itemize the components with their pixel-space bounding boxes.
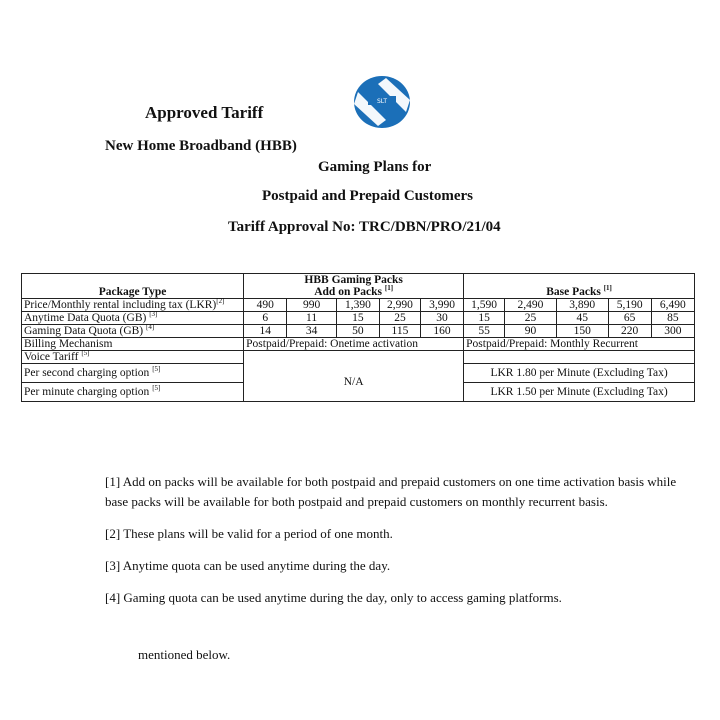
gaming-addon-1: 14 [244, 325, 287, 338]
price-label-text: Price/Monthly rental including tax (LKR) [24, 299, 217, 311]
price-addon-1: 490 [244, 299, 287, 312]
footnote-3 [105, 556, 680, 576]
mentioned-below: mentioned below. [138, 647, 231, 662]
anytime-addon-5: 30 [420, 312, 463, 325]
footnote-2-text: These plans will be valid for a period of one month. [123, 526, 393, 541]
na-cell: N/A [244, 364, 464, 402]
approval-number [228, 219, 501, 236]
footnote-4 [105, 588, 680, 608]
gaming-label-text: Gaming Data Quota (GB) [24, 325, 144, 337]
price-ref: [2] [216, 297, 225, 306]
footnotes [105, 472, 680, 620]
price-row [22, 299, 695, 312]
footnote-4-text: Gaming quota can be used anytime during the day, only to access gaming platforms. [123, 590, 562, 605]
billing-base: Postpaid/Prepaid: Monthly Recurrent [464, 338, 695, 351]
base-ref: [1] [603, 284, 612, 293]
addon-header [244, 274, 464, 299]
price-addon-4: 2,990 [379, 299, 420, 312]
gaming-plans-title: Gaming Plans for [318, 159, 432, 175]
footnote-1-text: Add on packs will be available for both postpaid and prepaid customers on one time activation basis while base packs will be available for both postpaid and prepaid customers on monthly recurrent basis. [105, 474, 677, 509]
slt-logo [352, 74, 412, 130]
per-minute-ref: [5] [152, 384, 161, 393]
gaming-addon-3: 50 [336, 325, 379, 338]
group-title: HBB Gaming Packs [304, 274, 403, 286]
price-base-2: 2,490 [505, 299, 557, 312]
per-second-ref: [5] [152, 365, 161, 374]
price-base-4: 5,190 [608, 299, 651, 312]
gaming-base-3: 150 [556, 325, 608, 338]
per-second-value: LKR 1.80 per Minute (Excluding Tax) [464, 364, 695, 383]
footnote-2-num: [2] [105, 526, 121, 541]
voice-row [22, 351, 695, 364]
base-header [464, 274, 695, 299]
footnote-1 [105, 472, 680, 512]
approval-label: Tariff Approval No: [228, 219, 359, 235]
approved-tariff-heading: Approved Tariff [145, 103, 264, 122]
per-minute-label [22, 383, 244, 402]
price-label [22, 299, 244, 312]
anytime-base-3: 45 [556, 312, 608, 325]
footnote-4-num: [4] [105, 590, 121, 605]
anytime-base-2: 25 [505, 312, 557, 325]
footnote-2 [105, 524, 680, 544]
package-type-header: Package Type [22, 274, 244, 299]
billing-addon: Postpaid/Prepaid: Onetime activation [244, 338, 464, 351]
gaming-addon-5: 160 [420, 325, 463, 338]
per-minute-value: LKR 1.50 per Minute (Excluding Tax) [464, 383, 695, 402]
header-row [22, 274, 695, 299]
price-addon-3: 1,390 [336, 299, 379, 312]
gaming-addon-2: 34 [287, 325, 337, 338]
customers-title: Postpaid and Prepaid Customers [262, 188, 473, 204]
tariff-table [21, 273, 695, 402]
anytime-label [22, 312, 244, 325]
per-second-label-text: Per second charging option [24, 367, 150, 379]
approval-value: TRC/DBN/PRO/21/04 [359, 219, 501, 235]
anytime-addon-3: 15 [336, 312, 379, 325]
price-addon-5: 3,990 [420, 299, 463, 312]
voice-base-blank [464, 351, 695, 364]
billing-label: Billing Mechanism [22, 338, 244, 351]
footnote-3-num: [3] [105, 558, 121, 573]
logo-text: SLT [377, 98, 387, 105]
anytime-base-5: 85 [651, 312, 694, 325]
gaming-base-4: 220 [608, 325, 651, 338]
gaming-base-2: 90 [505, 325, 557, 338]
anytime-addon-1: 6 [244, 312, 287, 325]
gaming-addon-4: 115 [379, 325, 420, 338]
voice-ref: [5] [81, 349, 90, 358]
base-label: Base Packs [546, 286, 601, 298]
gaming-row [22, 325, 695, 338]
voice-label [22, 351, 244, 364]
anytime-base-1: 15 [464, 312, 505, 325]
price-base-5: 6,490 [651, 299, 694, 312]
price-base-1: 1,590 [464, 299, 505, 312]
addon-label: Add on Packs [314, 286, 382, 298]
gaming-ref: [4] [146, 323, 155, 332]
price-base-3: 3,890 [556, 299, 608, 312]
gaming-base-1: 55 [464, 325, 505, 338]
billing-row [22, 338, 695, 351]
per-second-label [22, 364, 244, 383]
footnote-1-num: [1] [105, 474, 121, 489]
anytime-ref: [3] [149, 310, 158, 319]
gaming-label [22, 325, 244, 338]
voice-addon-blank [244, 351, 464, 364]
anytime-addon-4: 25 [379, 312, 420, 325]
anytime-addon-2: 11 [287, 312, 337, 325]
anytime-base-4: 65 [608, 312, 651, 325]
footnote-3-text: Anytime quota can be used anytime during the day. [122, 558, 391, 573]
voice-label-text: Voice Tariff [24, 351, 79, 363]
anytime-label-text: Anytime Data Quota (GB) [24, 312, 147, 324]
per-minute-label-text: Per minute charging option [24, 386, 150, 398]
anytime-row [22, 312, 695, 325]
hbb-title: New Home Broadband (HBB) [105, 138, 297, 154]
price-addon-2: 990 [287, 299, 337, 312]
per-second-row [22, 364, 695, 383]
gaming-base-5: 300 [651, 325, 694, 338]
addon-ref: [1] [384, 284, 394, 293]
